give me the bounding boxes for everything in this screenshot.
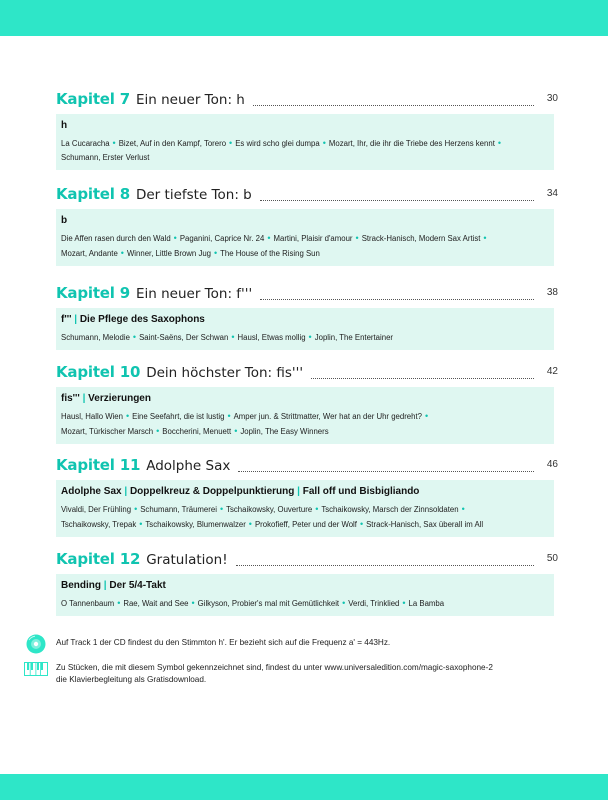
header-band xyxy=(0,0,608,36)
chapter-number: Kapitel 7 xyxy=(56,90,130,108)
song-list xyxy=(61,409,548,439)
song-title: Joplin, The Entertainer xyxy=(314,333,394,342)
chapter-content-box xyxy=(56,574,554,616)
song-title: Gilkyson, Probier's mal mit Gemütlichkeit xyxy=(197,599,340,608)
page-number: 50 xyxy=(546,553,558,564)
chapter-heading xyxy=(56,550,558,570)
bullet-separator: • xyxy=(402,598,406,608)
song-title: Winner, Little Brown Jug xyxy=(126,249,212,258)
chapter-topics xyxy=(61,313,548,327)
dot-leader xyxy=(260,299,534,300)
song-title: Tschaikowsky, Ouverture xyxy=(226,505,313,514)
chapter-heading xyxy=(56,284,558,304)
song-list xyxy=(61,330,548,345)
chapter-heading xyxy=(56,363,558,383)
chapter-title: Der tiefste Ton: b xyxy=(135,187,252,203)
footer-band xyxy=(0,774,608,800)
song-title: Strack-Hanisch, Modern Sax Artist xyxy=(361,234,481,243)
song-line xyxy=(61,517,548,532)
chapter-content-box xyxy=(56,308,554,350)
song-title: Amper jun. & Strittmatter, Wer hat an der Uhr gedreht? xyxy=(233,412,422,421)
piano-note-line: Zu Stücken, die mit diesem Symbol gekennzeichnet sind, findest du unter www.universaledition.com/magic-saxophone-2 xyxy=(56,663,493,672)
song-title: Es wird scho glei dumpa xyxy=(235,139,320,148)
song-list xyxy=(61,231,548,261)
page-number: 42 xyxy=(546,366,558,377)
bullet-separator: • xyxy=(156,426,160,436)
song-title: Rae, Wait and See xyxy=(123,599,189,608)
dot-leader xyxy=(236,565,534,566)
chapter-heading xyxy=(56,185,558,205)
chapter-topics xyxy=(61,214,548,228)
song-title: Mozart, Ihr, die ihr die Triebe des Herzens kennt xyxy=(328,139,495,148)
page-number: 30 xyxy=(546,93,558,104)
bullet-separator: • xyxy=(214,248,218,258)
piano-note-text xyxy=(56,662,586,686)
bullet-separator: • xyxy=(359,519,364,529)
bullet-separator: • xyxy=(191,598,195,608)
bullet-separator: • xyxy=(308,332,312,342)
bullet-separator: • xyxy=(231,332,235,342)
chapter-number: Kapitel 11 xyxy=(56,456,141,474)
cd-icon xyxy=(26,634,46,654)
song-title: Bizet, Auf in den Kampf, Torero xyxy=(118,139,227,148)
song-title: Tschaikowsky, Blumenwalzer xyxy=(145,520,246,529)
song-title: Saint-Saëns, Der Schwan xyxy=(139,333,229,342)
topic-label: Bending xyxy=(61,580,101,591)
dot-leader xyxy=(260,200,534,201)
song-list xyxy=(61,596,548,611)
bullet-separator: • xyxy=(229,138,233,148)
bullet-separator: • xyxy=(248,519,252,529)
bullet-separator: • xyxy=(134,504,138,514)
chapter-heading xyxy=(56,456,558,476)
bullet-separator: • xyxy=(483,233,487,243)
bullet-separator: • xyxy=(234,426,238,436)
chapter-topics xyxy=(61,392,548,406)
song-title: La Cucaracha xyxy=(61,139,110,148)
chapter-section xyxy=(56,550,558,616)
song-title: Joplin, The Easy Winners xyxy=(240,427,329,436)
chapter-content-box xyxy=(56,209,554,266)
song-line xyxy=(61,424,548,439)
chapter-title: Ein neuer Ton: h xyxy=(135,92,245,108)
chapter-number: Kapitel 10 xyxy=(56,363,141,381)
bullet-separator: • xyxy=(342,598,346,608)
bullet-separator: • xyxy=(120,248,124,258)
chapter-title: Gratulation! xyxy=(146,552,228,568)
song-line xyxy=(61,246,548,261)
bullet-separator: • xyxy=(497,138,502,148)
dot-leader xyxy=(238,471,534,472)
bullet-separator: • xyxy=(424,411,429,421)
song-line xyxy=(61,409,548,424)
song-title: Hausl, Etwas mollig xyxy=(237,333,306,342)
chapter-heading xyxy=(56,90,558,110)
bullet-separator: • xyxy=(322,138,326,148)
song-list xyxy=(61,136,548,165)
topic-label: Die Pflege des Saxophons xyxy=(79,314,205,325)
chapter-section xyxy=(56,185,558,266)
song-title: La Bamba xyxy=(408,599,445,608)
song-title: Schumann, Erster Verlust xyxy=(61,153,150,162)
song-title: Schumann, Träumerei xyxy=(140,505,217,514)
song-title: Paganini, Caprice Nr. 24 xyxy=(179,234,265,243)
bullet-separator: • xyxy=(112,138,116,148)
chapter-content-box xyxy=(56,480,554,537)
song-title: Die Affen rasen durch den Wald xyxy=(61,234,171,243)
chapter-topics xyxy=(61,119,548,133)
song-line xyxy=(61,596,548,611)
song-list xyxy=(61,502,548,532)
song-title: Tschaikowsky, Trepak xyxy=(61,520,137,529)
topic-label: h xyxy=(61,120,68,131)
bullet-separator: • xyxy=(227,411,231,421)
song-title: Eine Seefahrt, die ist lustig xyxy=(132,412,225,421)
chapter-title: Dein höchster Ton: fis''' xyxy=(146,365,304,381)
chapter-section xyxy=(56,90,558,170)
dot-leader xyxy=(311,378,534,379)
topic-label: fis''' xyxy=(61,393,80,404)
page-number: 46 xyxy=(546,459,558,470)
song-title: The House of the Rising Sun xyxy=(220,249,320,258)
song-title: Hausl, Hallo Wien xyxy=(61,412,123,421)
topic-label: Der 5/4-Takt xyxy=(109,580,166,591)
bullet-separator: • xyxy=(355,233,359,243)
song-title: Mozart, Andante xyxy=(61,249,118,258)
bullet-separator: • xyxy=(267,233,271,243)
bullet-separator: • xyxy=(139,519,143,529)
song-title: Martini, Plaisir d'amour xyxy=(273,234,353,243)
topic-label: Doppelkreuz & Doppelpunktierung xyxy=(129,486,295,497)
piano-note-line: die Klavierbegleitung als Gratisdownload. xyxy=(56,675,207,684)
bullet-separator: • xyxy=(219,504,224,514)
bullet-separator: • xyxy=(461,504,465,514)
song-title: Boccherini, Menuett xyxy=(162,427,232,436)
page-number: 38 xyxy=(546,287,558,298)
bullet-separator: • xyxy=(173,233,177,243)
chapter-number: Kapitel 9 xyxy=(56,284,130,302)
topic-label: f''' xyxy=(61,314,72,325)
chapter-title: Adolphe Sax xyxy=(146,458,231,474)
bullet-separator: • xyxy=(125,411,130,421)
chapter-number: Kapitel 12 xyxy=(56,550,141,568)
topic-label: b xyxy=(61,215,68,226)
page-number: 34 xyxy=(546,188,558,199)
piano-keyboard-icon xyxy=(24,662,48,676)
topic-label: Fall off und Bisbigliando xyxy=(302,486,420,497)
topic-separator: | xyxy=(71,314,80,325)
bullet-separator: • xyxy=(117,598,121,608)
song-line xyxy=(61,136,548,151)
song-title: Verdi, Trinklied xyxy=(348,599,400,608)
chapter-section xyxy=(56,456,558,537)
song-title: Tschaikowsky, Marsch der Zinnsoldaten xyxy=(321,505,459,514)
chapter-title: Ein neuer Ton: f''' xyxy=(135,286,253,302)
song-line xyxy=(61,330,548,345)
song-line xyxy=(61,502,548,517)
dot-leader xyxy=(253,105,534,106)
chapter-section xyxy=(56,284,558,350)
song-title: O Tannenbaum xyxy=(61,599,115,608)
bullet-separator: • xyxy=(132,332,137,342)
chapter-number: Kapitel 8 xyxy=(56,185,130,203)
song-line xyxy=(61,151,548,165)
song-title: Schumann, Melodie xyxy=(61,333,130,342)
topic-label: Verzierungen xyxy=(88,393,151,404)
chapter-content-box xyxy=(56,387,554,444)
song-title: Prokofieff, Peter und der Wolf xyxy=(254,520,357,529)
song-line xyxy=(61,231,548,246)
song-title: Strack-Hanisch, Sax überall im All xyxy=(366,520,484,529)
topic-separator: | xyxy=(121,486,130,497)
topic-label: Adolphe Sax xyxy=(61,486,122,497)
topic-separator: | xyxy=(79,393,89,404)
topic-separator: | xyxy=(101,580,110,591)
chapter-topics xyxy=(61,485,548,499)
bullet-separator: • xyxy=(315,504,319,514)
song-title: Vivaldi, Der Frühling xyxy=(61,505,132,514)
chapter-content-box xyxy=(56,114,554,170)
chapter-topics xyxy=(61,579,548,593)
topic-separator: | xyxy=(294,486,303,497)
song-title: Mozart, Türkischer Marsch xyxy=(61,427,154,436)
cd-note-text: Auf Track 1 der CD findest du den Stimmton h'. Er bezieht sich auf die Frequenz a' = 443Hz. xyxy=(56,638,391,647)
chapter-section xyxy=(56,363,558,444)
